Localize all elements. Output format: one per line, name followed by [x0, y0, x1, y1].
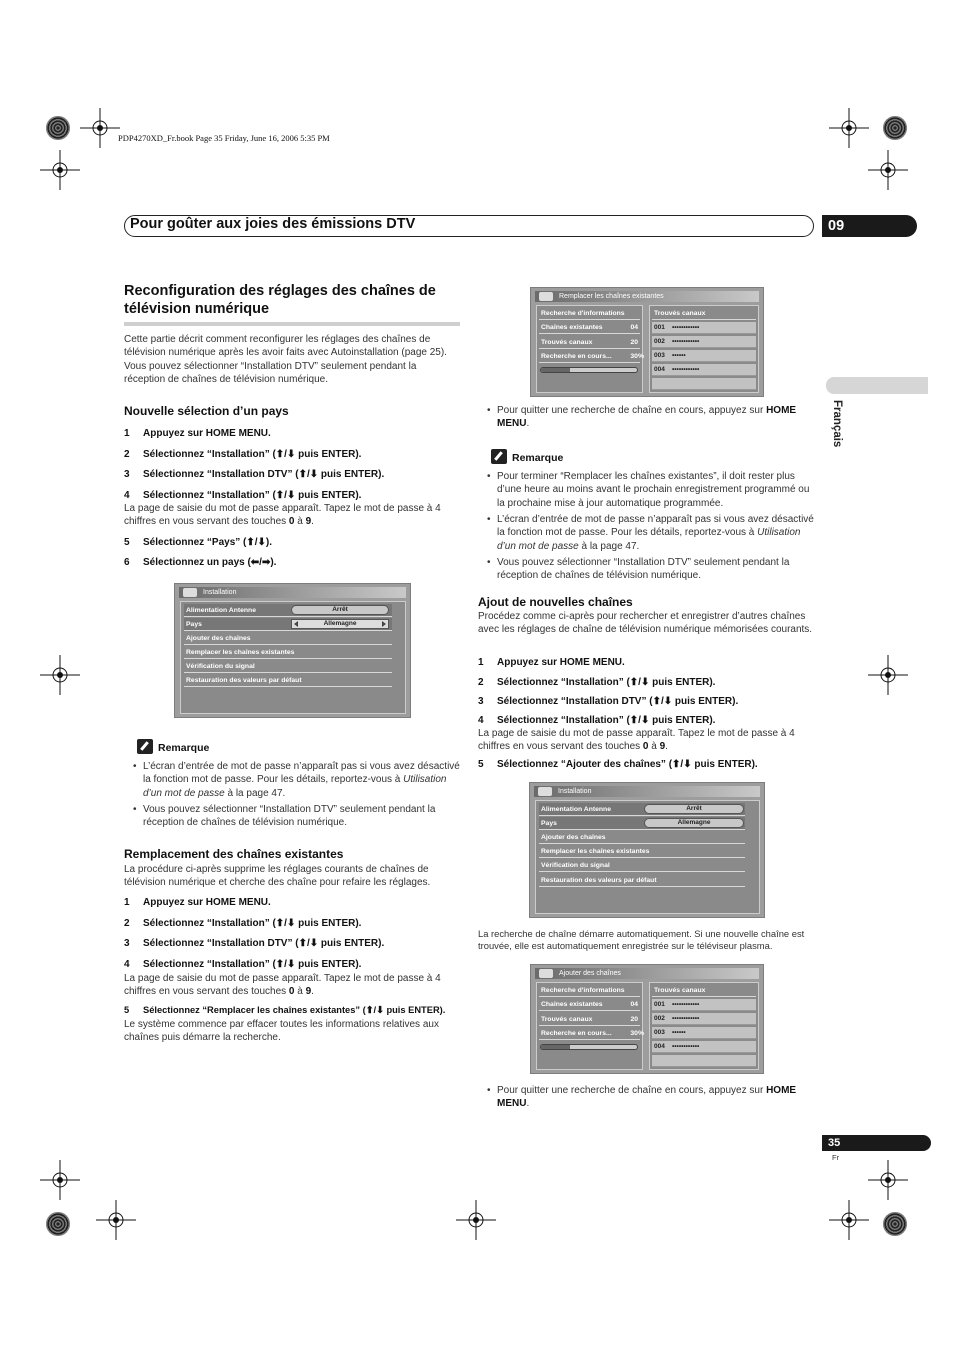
step: 2 Sélectionnez “Installation” (⬆/⬇ puis ENTER). [124, 918, 362, 929]
intro-text: Cette partie décrit comment reconfigurer les réglages des chaînes de télévision numérique après les avoir faits avec Autoinstallation (page 25). Vous pouvez sélectionner “Installation DTV” seulement pendant la réception de chaînes de télévision numérique. [124, 334, 447, 385]
info-row: Trouvés canaux 20 [539, 1013, 640, 1026]
info-row: Recherche en cours... 30% [539, 350, 640, 363]
menu-row[interactable]: Ajouter des chaînes [184, 632, 392, 645]
channels-panel [649, 982, 759, 1070]
info-row: Chaînes existantes 04 [539, 321, 640, 334]
channel-row[interactable]: 003 •••••• [652, 1027, 756, 1039]
info-header: Recherche d'informations [539, 984, 640, 997]
channel-row-empty[interactable] [652, 1055, 756, 1067]
crosshair-mark [868, 150, 908, 190]
tv-icon [183, 588, 197, 597]
screen-title-bar: Remplacer les chaînes existantes [535, 291, 759, 302]
remarque-label: Remarque [137, 739, 209, 754]
channels-panel [649, 305, 759, 393]
heading-nouvelle: Nouvelle sélection d’un pays [124, 404, 289, 418]
menu-row[interactable]: Pays [184, 618, 392, 631]
antenna-value[interactable]: Arrêt [644, 804, 744, 814]
progress-bar [540, 1044, 638, 1050]
pencil-icon [491, 449, 507, 464]
info-row: Chaînes existantes 04 [539, 998, 640, 1011]
crosshair-mark [829, 1200, 869, 1240]
bullet-item: • Pour terminer “Remplacer les chaînes existantes”, il doit rester plus d’une heure au moins avant le prochain enregistrement programmé ou la prochaine mise à jour automatique programmée. [478, 470, 818, 510]
bullet-item: • L’écran d’entrée de mot de passe n’apparaît pas si vous avez désactivé la fonction mot de passe. Pour les détails, reportez-vous à Utilisation d’un mot de passe à la page 47. [124, 760, 464, 800]
progress-fill [541, 368, 570, 372]
screen-title-bar: Installation [534, 786, 760, 797]
tv-icon [539, 292, 553, 301]
info-row: Trouvés canaux 20 [539, 336, 640, 349]
menu-row[interactable]: Ajouter des chaînes [539, 831, 745, 844]
step: 2 Sélectionnez “Installation” (⬆/⬇ puis ENTER). [124, 449, 362, 460]
remarque-label: Remarque [491, 449, 563, 464]
channel-row[interactable]: 001 •••••••••••• [652, 999, 756, 1011]
menu-row[interactable]: Remplacer les chaînes existantes [539, 845, 745, 858]
country-selector[interactable]: Allemagne [291, 619, 389, 629]
pencil-icon [137, 739, 153, 754]
menu-row[interactable]: Pays [539, 817, 745, 830]
replace-channels-screen [530, 287, 764, 397]
page-number: 35 [822, 1135, 931, 1151]
channel-row[interactable]: 003 •••••• [652, 350, 756, 362]
step: 6 Sélectionnez un pays (⬅/➡). [124, 557, 277, 568]
antenna-value[interactable]: Arrêt [291, 605, 389, 615]
crosshair-mark [868, 1160, 908, 1200]
registration-target [46, 116, 70, 140]
crosshair-mark [456, 1200, 496, 1240]
step-note: Le système commence par effacer toutes les informations relatives aux chaînes puis démarre la recherche. [124, 1019, 439, 1044]
progress-fill [541, 1045, 570, 1049]
menu-row[interactable]: Restauration des valeurs par défaut [539, 874, 745, 887]
step: 4 Sélectionnez “Installation” (⬆/⬇ puis ENTER). [124, 490, 362, 501]
info-panel [536, 982, 643, 1070]
progress-bar [540, 367, 638, 373]
bullet-item: • Pour quitter une recherche de chaîne en cours, appuyez sur HOME MENU. [478, 1084, 818, 1111]
header-title: Pour goûter aux joies des émissions DTV [130, 216, 416, 232]
step: 3 Sélectionnez “Installation DTV” (⬆/⬇ puis ENTER). [124, 938, 385, 949]
tv-icon [538, 787, 552, 796]
crosshair-mark [868, 655, 908, 695]
bullet-item: • Pour quitter une recherche de chaîne en cours, appuyez sur HOME MENU. [478, 404, 818, 431]
installation-screen [529, 782, 765, 918]
channel-row[interactable]: 001 •••••••••••• [652, 322, 756, 334]
bullet-item: • L’écran d’entrée de mot de passe n’apparaît pas si vous avez désactivé la fonction mot de passe. Pour les détails, reportez-vous à Utilisation d’un mot de passe à la page 47. [478, 513, 818, 553]
chapter-number: 09 [822, 215, 917, 237]
registration-target [883, 116, 907, 140]
step: 4 Sélectionnez “Installation” (⬆/⬇ puis ENTER). [478, 715, 716, 726]
heading-ajout: Ajout de nouvelles chaînes [478, 595, 633, 609]
side-language: Français [831, 400, 843, 448]
step: 5 Sélectionnez “Pays” (⬆/⬇). [124, 537, 273, 548]
crosshair-mark [80, 108, 120, 148]
installation-screen [174, 583, 411, 718]
menu-row[interactable]: Remplacer les chaînes existantes [184, 646, 392, 659]
channel-row[interactable]: 002 •••••••••••• [652, 336, 756, 348]
step: 5 Sélectionnez “Remplacer les chaînes existantes” (⬆/⬇ puis ENTER). [124, 1005, 446, 1015]
bullet-item: • Vous pouvez sélectionner “Installation DTV” seulement pendant la réception de chaînes de télévision numérique. [124, 803, 464, 830]
menu-row[interactable]: Vérification du signal [184, 660, 392, 673]
step-note: La page de saisie du mot de passe apparaît. Tapez le mot de passe à 4 chiffres en vous servant des touches 0 à 9. [124, 973, 441, 998]
crosshair-mark [40, 655, 80, 695]
screen-title-bar: Ajouter des chaînes [535, 968, 759, 979]
menu-panel [180, 601, 406, 714]
left-arrow-icon[interactable] [294, 621, 298, 627]
crosshair-mark [829, 108, 869, 148]
bullet-item: • Vous pouvez sélectionner “Installation DTV” seulement pendant la réception de chaînes de télévision numérique. [478, 556, 818, 583]
crosshair-mark [40, 1160, 80, 1200]
remplacement-intro: La procédure ci-après supprime les réglages courants de chaînes de télévision numérique et cherche des chaîne pour refaire les réglages. [124, 864, 431, 889]
section-title: Reconfiguration des réglages des chaînes de télévision numérique [124, 282, 460, 326]
step: 3 Sélectionnez “Installation DTV” (⬆/⬇ puis ENTER). [124, 469, 385, 480]
step-note: La page de saisie du mot de passe apparaît. Tapez le mot de passe à 4 chiffres en vous servant des touches 0 à 9. [124, 503, 441, 528]
crosshair-mark [40, 150, 80, 190]
step: 1 Appuyez sur HOME MENU. [478, 657, 625, 668]
page-language: Fr [832, 1153, 840, 1162]
step: 1 Appuyez sur HOME MENU. [124, 428, 271, 439]
info-header: Recherche d'informations [539, 307, 640, 320]
step: 4 Sélectionnez “Installation” (⬆/⬇ puis ENTER). [124, 959, 362, 970]
add-channels-screen [530, 964, 764, 1074]
channel-row-empty[interactable] [652, 378, 756, 390]
registration-target [883, 1212, 907, 1236]
menu-row[interactable]: Alimentation Antenne [539, 803, 745, 816]
screen-title-bar: Installation [179, 587, 406, 598]
channel-row[interactable]: 004 •••••••••••• [652, 364, 756, 376]
channels-header: Trouvés canaux [652, 984, 756, 997]
step: 1 Appuyez sur HOME MENU. [124, 897, 271, 908]
step-note: La page de saisie du mot de passe apparaît. Tapez le mot de passe à 4 chiffres en vous servant des touches 0 à 9. [478, 728, 795, 753]
channel-row[interactable]: 004 •••••••••••• [652, 1041, 756, 1053]
registration-target [46, 1212, 70, 1236]
menu-panel [535, 800, 760, 914]
heading-remplacement: Remplacement des chaînes existantes [124, 847, 344, 861]
search-start-text: La recherche de chaîne démarre automatiquement. Si une nouvelle chaîne est trouvée, elle est automatiquement enregistrée sur le téléviseur plasma. [478, 928, 805, 951]
country-value[interactable]: Allemagne [644, 818, 744, 828]
right-arrow-icon[interactable] [382, 621, 386, 627]
language-tab [826, 377, 928, 394]
channel-row[interactable]: 002 •••••••••••• [652, 1013, 756, 1025]
menu-row[interactable]: Restauration des valeurs par défaut [184, 674, 392, 687]
info-row: Recherche en cours... 30% [539, 1027, 640, 1040]
channels-header: Trouvés canaux [652, 307, 756, 320]
crosshair-mark [96, 1200, 136, 1240]
tv-icon [539, 969, 553, 978]
info-panel [536, 305, 643, 393]
menu-row[interactable]: Alimentation Antenne [184, 604, 392, 617]
menu-row[interactable]: Vérification du signal [539, 859, 745, 872]
step: 2 Sélectionnez “Installation” (⬆/⬇ puis ENTER). [478, 677, 716, 688]
file-info: PDP4270XD_Fr.book Page 35 Friday, June 16, 2006 5:35 PM [118, 133, 330, 143]
step: 3 Sélectionnez “Installation DTV” (⬆/⬇ puis ENTER). [478, 696, 739, 707]
step: 5 Sélectionnez “Ajouter des chaînes” (⬆/⬇ puis ENTER). [478, 759, 758, 770]
ajout-intro: Procédez comme ci-après pour rechercher et enregistrer d’autres chaînes avec les réglages de chaîne de télévision numérique mémorisées courants. [478, 611, 813, 636]
